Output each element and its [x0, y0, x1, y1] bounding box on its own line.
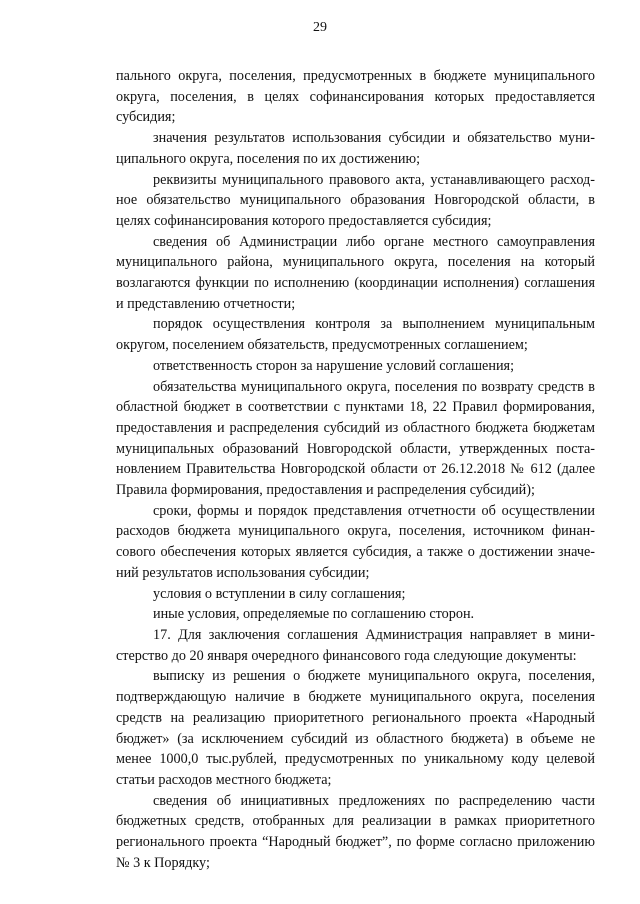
paragraph-section-17: 17. Для заключения соглашения Администрация направляет в министерство до 20 января очередного финансового года следующие документы: — [116, 626, 595, 664]
paragraph: выписку из решения о бюджете муниципального округа, поселения, подтверждающую наличие в бюджете муниципального округа, поселения средств на реализацию приоритетного регионального проекта «Народный бюджет» (за исключением субсидий из областного бюджета) в объеме не менее 1000,0 тыс.рублей, предусмотренных по уникальному коду целевой статьи расходов местного бюджета; — [116, 668, 595, 788]
paragraph: иные условия, определяемые по соглашению сторон. — [153, 606, 475, 623]
paragraph: условия о вступлении в силу соглашения; — [153, 585, 406, 602]
paragraph: сведения об инициативных предложениях по распределению части бюджетных средств, отобранных для реализации в рамках приоритетного регионального проекта “Народный бюджет”, по форме согласно приложению № 3 к Порядку; — [116, 792, 595, 871]
page-number: 29 — [313, 20, 327, 35]
paragraph: сведения об Администрации либо органе местного самоуправления муниципального района, муниципального округа, поселения на который возлагаются функции по исполнению (координации исполнения) соглашения и представлению отчетности; — [116, 233, 595, 312]
paragraph: значения результатов использования субсидии и обязательство муниципального округа, поселения по их достижению; — [116, 130, 595, 167]
paragraph-continuation: пального округа, поселения, предусмотренных в бюджете муниципального округа, поселения, в целях софинансирования которых предоставляется субсидия; — [116, 68, 595, 126]
paragraph: обязательства муниципального округа, поселения по возврату средств в областной бюджет в соответствии с пунктами 18, 22 Правил формирования, предоставления и распределения субсидий из областного бюджета бюджетам муниципальных образований Новгородской области, утвержденных постановлением Правительства Новгородской области от 26.12.2018 № 612 (далее Правила формирования, предоставления и распределения субсидий); — [116, 378, 595, 499]
document-body — [116, 66, 595, 873]
paragraph: сроки, формы и порядок представления отчетности об осуществлении расходов бюджета муниципального округа, поселения, источником финансового обеспечения которых является субсидия, а также о достижении значений результатов использования субсидии; — [116, 502, 595, 581]
paragraph: ответственность сторон за нарушение условий соглашения; — [153, 357, 515, 374]
paragraph: порядок осуществления контроля за выполнением муниципальным округом, поселением обязательств, предусмотренных соглашением; — [116, 316, 595, 354]
paragraph: реквизиты муниципального правового акта, устанавливающего расходное обязательство муниципального образования Новгородской области, в целях софинансирования которого предоставляется субсидия; — [116, 171, 595, 229]
